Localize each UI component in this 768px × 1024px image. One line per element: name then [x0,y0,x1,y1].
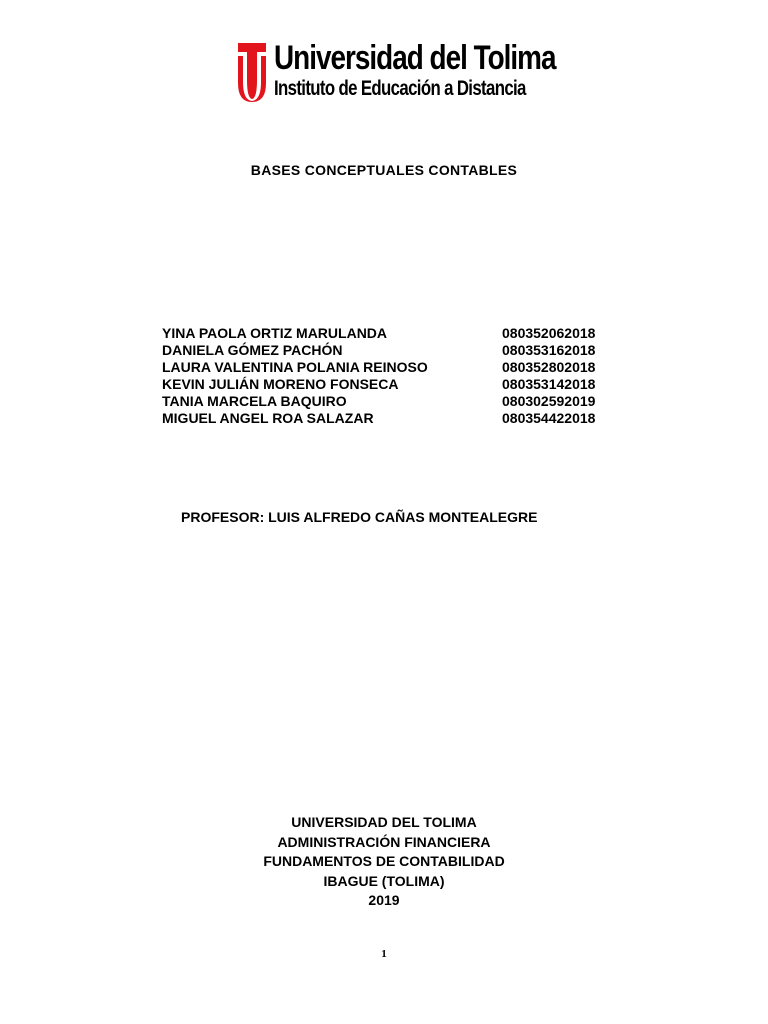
member-code: 080353142018 [502,376,596,392]
logo-institute-name: Instituto de Educación a Distancia [274,77,526,100]
footer-city: IBAGUE (TOLIMA) [323,872,445,889]
member-row [162,393,622,410]
member-row [162,376,622,393]
professor-line: PROFESOR: LUIS ALFREDO CAÑAS MONTEALEGRE [181,509,538,525]
member-code: 080352062018 [502,325,596,341]
footer-program: ADMINISTRACIÓN FINANCIERA [277,833,491,850]
member-name: TANIA MARCELA BAQUIRO [162,393,347,409]
member-code: 080354422018 [502,410,596,426]
member-code: 080302592019 [502,393,596,409]
member-row [162,342,622,359]
member-name: DANIELA GÓMEZ PACHÓN [162,342,343,358]
member-name: LAURA VALENTINA POLANIA REINOSO [162,359,428,375]
member-name: KEVIN JULIÁN MORENO FONSECA [162,376,399,392]
university-logo-text [274,40,617,101]
member-row [162,325,622,342]
university-logo-mark-icon [236,40,268,102]
member-row [162,410,622,427]
document-title: BASES CONCEPTUALES CONTABLES [250,162,518,178]
logo-university-name: Universidad del Tolima [274,39,556,77]
member-code: 080352802018 [502,359,596,375]
member-code: 080353162018 [502,342,596,358]
page-number: 1 [381,948,387,960]
footer-course: FUNDAMENTOS DE CONTABILIDAD [263,853,505,869]
footer-block [0,813,768,911]
footer-university: UNIVERSIDAD DEL TOLIMA [291,814,477,830]
member-name: MIGUEL ANGEL ROA SALAZAR [162,410,374,426]
member-list [162,325,622,427]
university-logo [236,40,617,102]
member-row [162,359,622,376]
member-name: YINA PAOLA ORTIZ MARULANDA [162,325,388,341]
footer-year: 2019 [368,892,400,908]
